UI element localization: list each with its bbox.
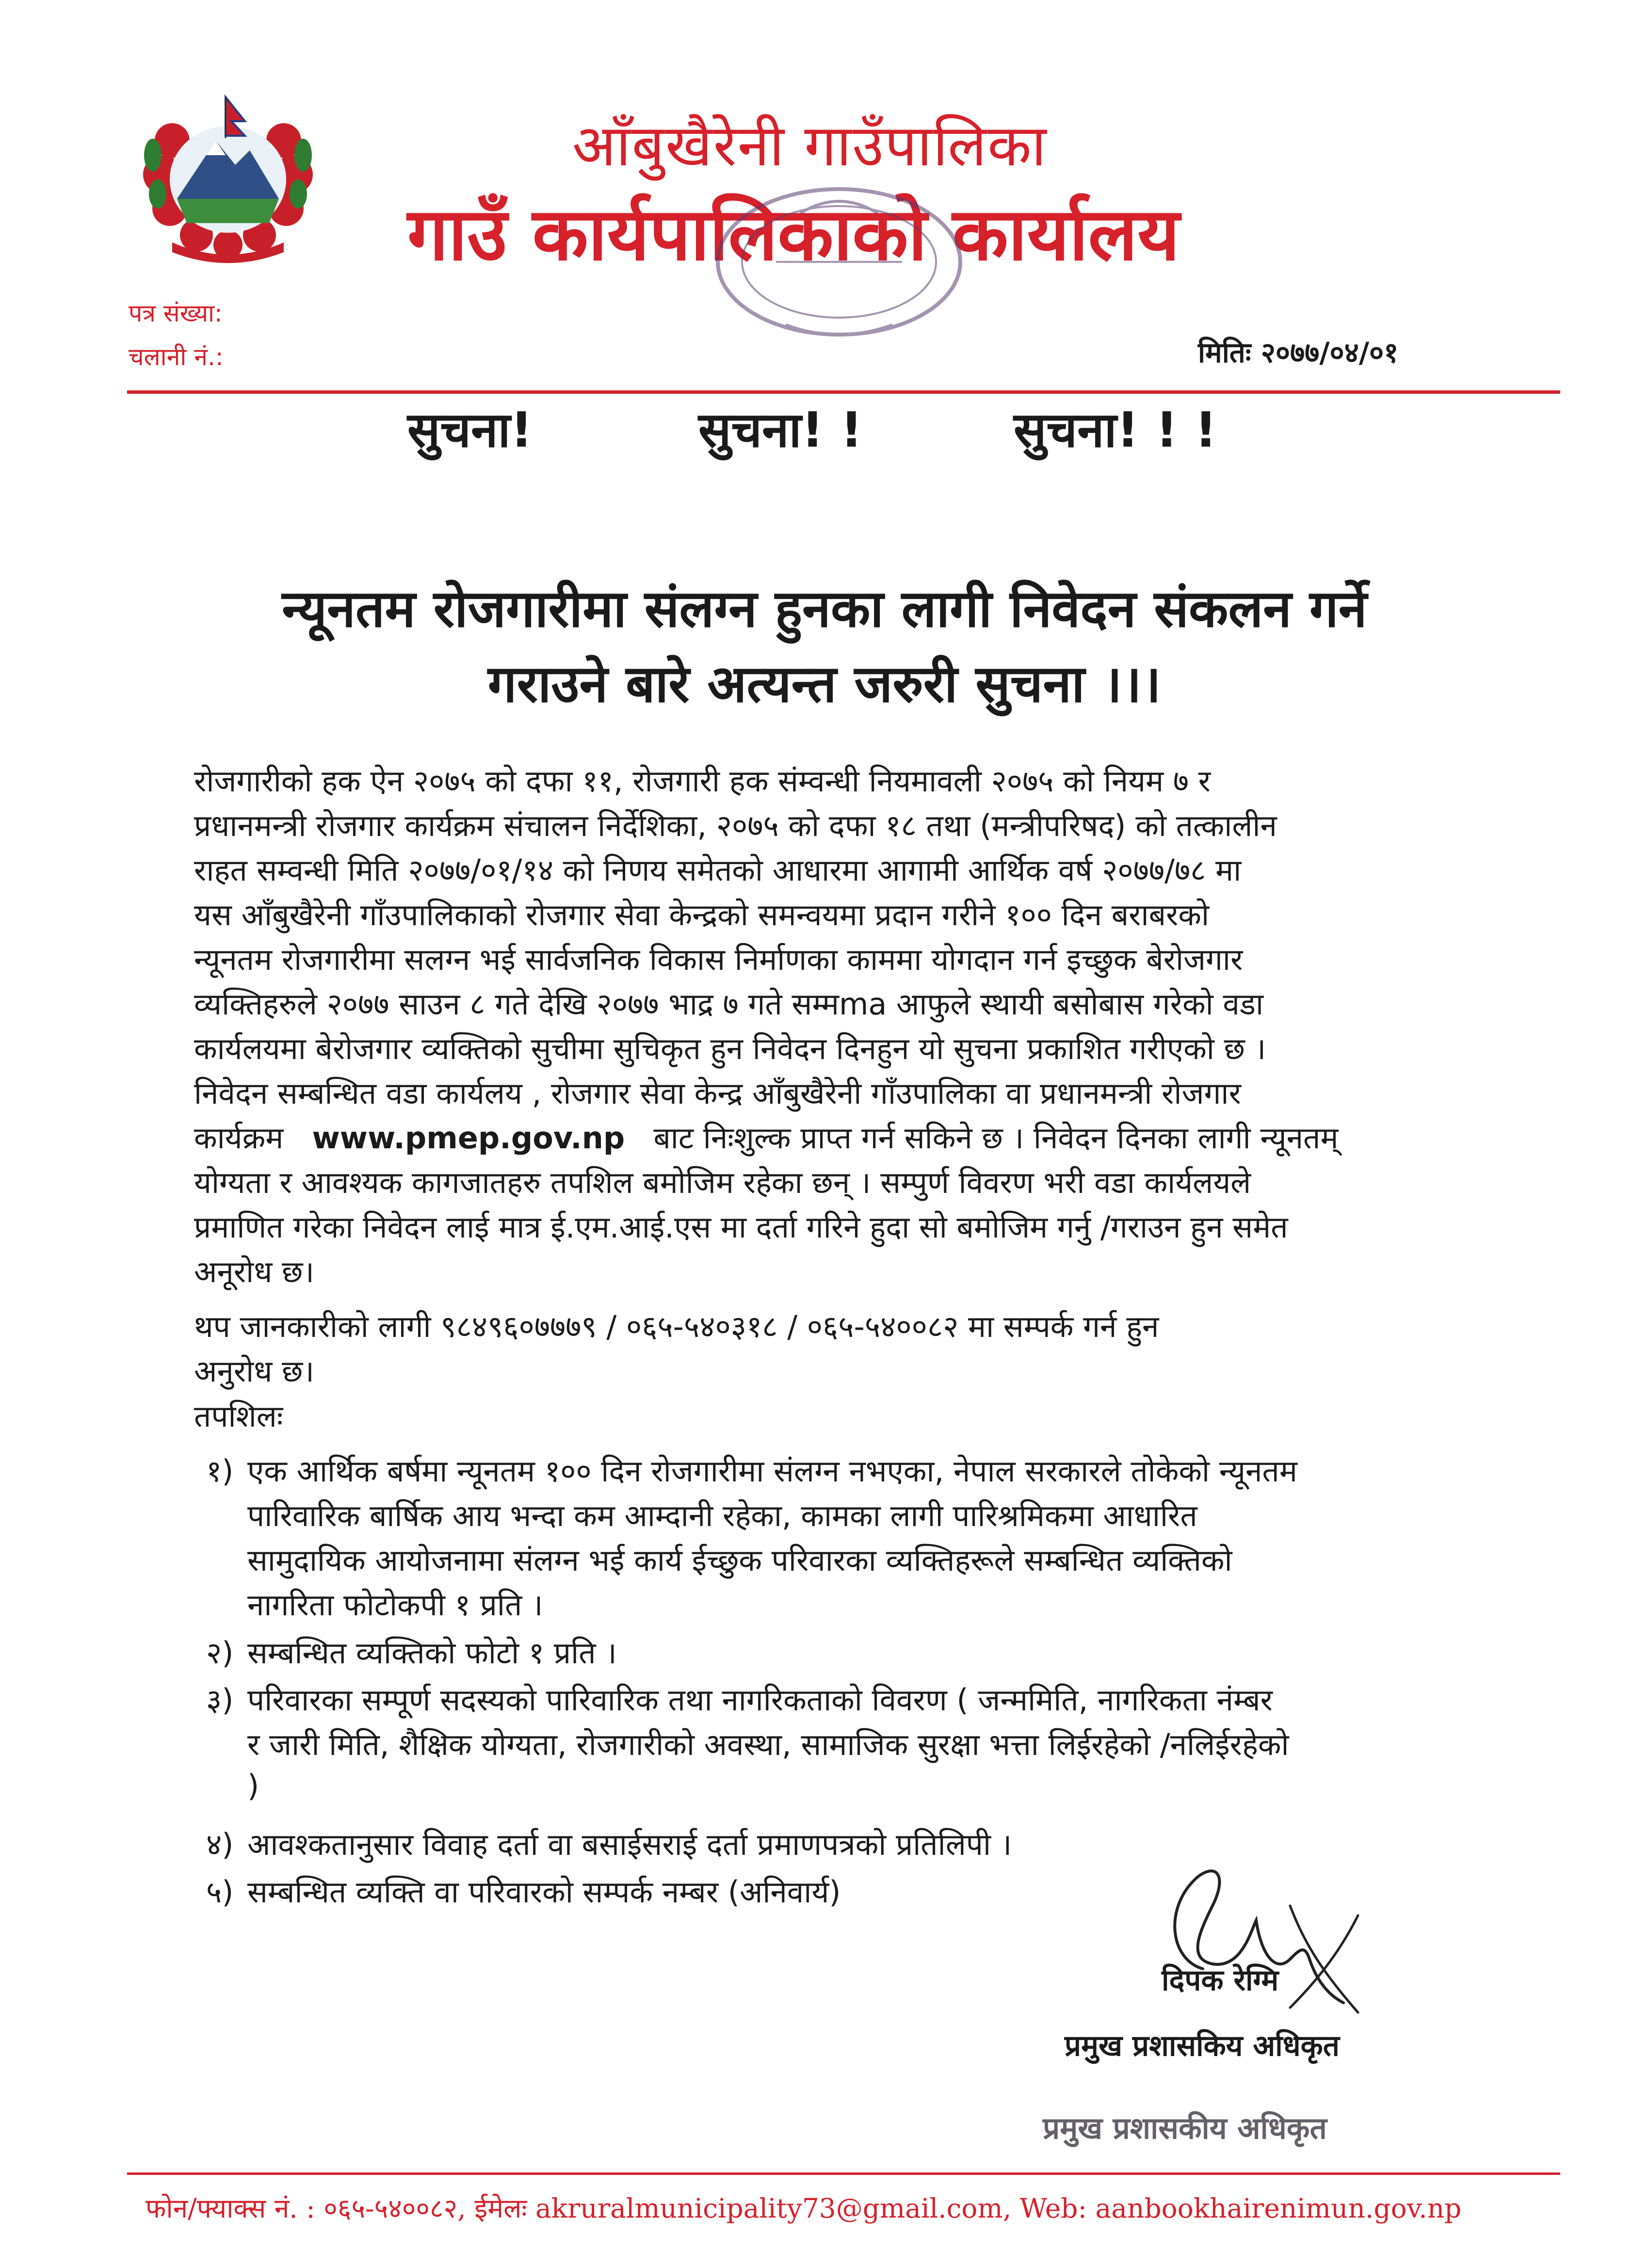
list-item: र जारी मिति, शैक्षिक योग्यता, रोजगारीको अवस्था, सामाजिक सुरक्षा भत्ता लिईरहेको /नलिईरहेको [247, 1727, 1289, 1762]
list-number: ५) [206, 1874, 234, 1910]
notice-heading: सुचना! ! [698, 402, 863, 458]
list-item: पारिवारिक बार्षिक आय भन्दा कम आम्दानी रहेका, कामका लागी पारिश्रमिकमा आधारित [247, 1498, 1197, 1533]
body-line: यस आँबुखैरेनी गाँउपालिकाको रोजगार सेवा केन्द्रको समन्वयमा प्रदान गरीने १०० दिन बराबरको [194, 897, 1210, 933]
list-item: सामुदायिक आयोजनामा संलग्न भई कार्य ईच्छुक परिवारका व्यक्तिहरूले सम्बन्धित व्यक्तिको [247, 1543, 1232, 1578]
signatory-title: प्रमुख प्रशासकिय अधिकृत [1065, 2029, 1340, 2063]
list-item: परिवारका सम्पूर्ण सदस्यको पारिवारिक तथा नागरिकताको विवरण ( जन्ममिति, नागरिकता नंम्बर [247, 1682, 1273, 1718]
body-line: प्रमाणित गरेका निवेदन लाई मात्र ई.एम.आई.एस मा दर्ता गरिने हुदा सो बमोजिम गर्नु /गराउन हुन समेत [194, 1209, 1288, 1245]
header-divider [127, 390, 1560, 394]
nepal-emblem-icon [124, 82, 332, 267]
contact-line: अनुरोध छ। [194, 1353, 314, 1389]
footer-divider [127, 2172, 1560, 2175]
footer-contact: फोन/फ्याक्स नं. : ०६५-५४००८२, ईमेलः akruralmunicipality73@gmail.com, Web: aanbookhairenimun.gov.np [146, 2193, 1462, 2224]
designation-stamp: प्रमुख प्रशासकीय अधिकृत [1043, 2110, 1327, 2146]
body-line: कार्यलयमा बेरोजगार व्यक्तिको सुचीमा सुचिकृत हुन निवेदन दिनहुन यो सुचना प्रकाशित गरीएको छ । [194, 1031, 1266, 1066]
body-text: बाट निःशुल्क प्राप्त गर्न सकिने छ । निवेदन दिनका लागी न्यूनतम् [653, 1120, 1339, 1156]
list-item: सम्बन्धित व्यक्तिको फोटो १ प्रति । [247, 1635, 617, 1671]
list-item: एक आर्थिक बर्षमा न्यूनतम १०० दिन रोजगारीमा संलग्न नभएका, नेपाल सरकारले तोकेको न्यूनतम [247, 1453, 1297, 1489]
notice-heading: सुचना! ! ! [1014, 402, 1217, 458]
list-number: ४) [206, 1827, 234, 1862]
body-line: योग्यता र आवश्यक कागजातहरु तपशिल बमोजिम रहेका छन् । सम्पुर्ण विवरण भरी वडा कार्यलयले [194, 1165, 1251, 1200]
body-line: राहत सम्वन्धी मिति २०७७/०१/१४ को निणय समेतको आधारमा आगामी आर्थिक वर्ष २०७७/७८ मा [194, 853, 1242, 888]
body-text: कार्यक्रम [194, 1120, 284, 1156]
body-line: न्यूनतम रोजगारीमा सलग्न भई सार्वजनिक विकास निर्माणका काममा योगदान गर्न इच्छुक बेरोजगार [194, 942, 1243, 977]
list-number: १) [206, 1453, 234, 1489]
dispatch-number-label: चलानी नं.: [129, 343, 224, 371]
body-line: प्रधानमन्त्री रोजगार कार्यक्रम संचालन निर्देशिका, २०७५ को दफा १८ तथा (मन्त्रीपरिषद) को तत्कालीन [194, 808, 1277, 843]
notice-title: न्यूनतम रोजगारीमा संलग्न हुनका लागी निवेदन संकलन गर्ने [282, 579, 1367, 639]
body-line: अनूरोध छ। [194, 1254, 314, 1289]
pmep-website-link[interactable]: www.pmep.gov.np [312, 1120, 625, 1156]
list-number: ३) [206, 1682, 234, 1718]
body-line [194, 1120, 1339, 1156]
body-line: निवेदन सम्बन्धित वडा कार्यलय , रोजगार सेवा केन्द्र आँबुखैरेनी गाँउपालिका वा प्रधानमन्त्री रोजगार [194, 1076, 1241, 1111]
list-item: सम्बन्धित व्यक्ति वा परिवारको सम्पर्क नम्बर (अनिवार्य) [247, 1874, 841, 1910]
list-item: नागरिता फोटोकपी १ प्रति । [247, 1587, 543, 1623]
letter-number-label: पत्र संख्या: [129, 299, 223, 327]
office-seal-icon [689, 179, 989, 373]
list-item: आवश्कतानुसार विवाह दर्ता वा बसाईसराई दर्ता प्रमाणपत्रको प्रतिलिपी । [247, 1827, 1012, 1862]
body-line: रोजगारीको हक ऐन २०७५ को दफा ११, रोजगारी हक संम्वन्धी नियमावली २०७५ को नियम ७ र [194, 763, 1211, 799]
office-name: गाउँ कार्यपालिकाको कार्यालय [407, 193, 1180, 277]
list-item: ) [247, 1768, 259, 1803]
schedule-label: तपशिलः [194, 1399, 283, 1434]
organization-name: आँबुखैरेनी गाउँपालिका [572, 112, 1048, 179]
contact-line: थप जानकारीको लागी ९८४९६०७७७९ / ०६५-५४०३१८ / ०६५-५४००८२ मा सम्पर्क गर्न हुन [194, 1309, 1159, 1344]
signatory-name: दिपक रेग्मि [1162, 1963, 1279, 1997]
body-line: व्यक्तिहरुले २०७७ साउन ८ गते देखि २०७७ भाद्र ७ गते सम्मma आफुले स्थायी बसोबास गरेको वडा [194, 986, 1264, 1022]
notice-heading: सुचना! [407, 402, 533, 458]
notice-title: गराउने बारे अत्यन्त जरुरी सुचना ।।। [487, 654, 1162, 714]
document-date: मितिः २०७७/०४/०१ [1198, 336, 1399, 369]
list-number: २) [206, 1635, 234, 1671]
